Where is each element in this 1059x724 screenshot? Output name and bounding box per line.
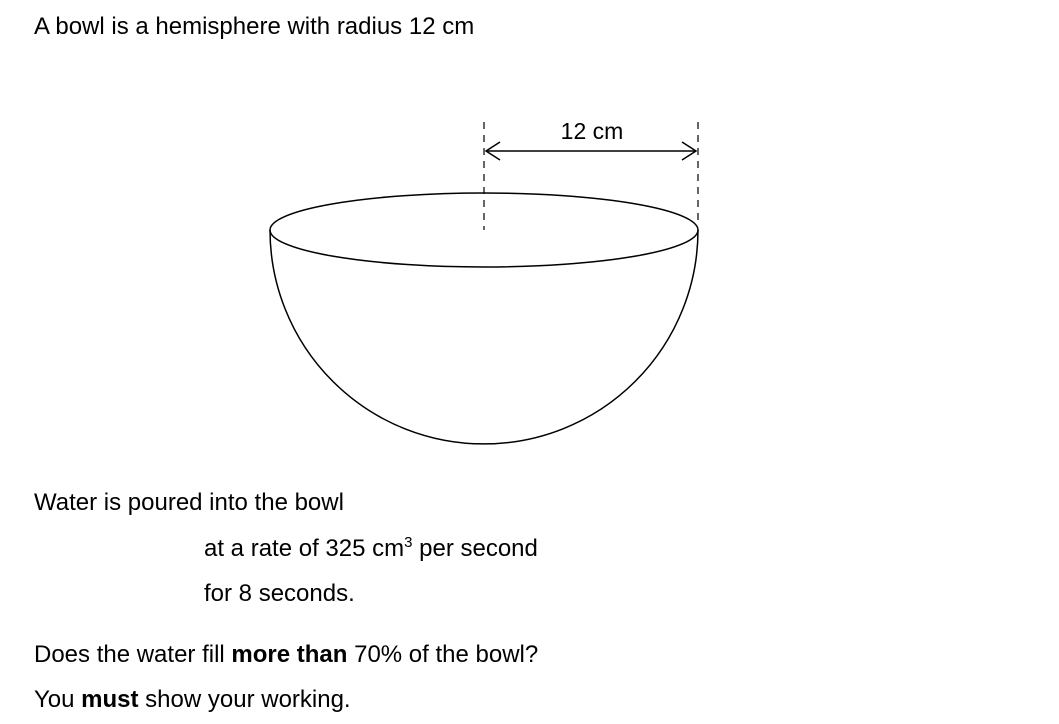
bowl-body [270,230,698,444]
problem-intro [34,13,474,41]
rate-prefix: at a rate of 325 cm [204,535,405,562]
question-before: Does the water fill [34,641,232,668]
radius-arrow-left-head [486,142,500,160]
pour-duration [204,580,355,608]
intro-text: A bowl is a hemisphere with radius 12 cm [34,13,475,40]
question-after: 70% of the bowl? [347,641,539,668]
pour-rate [204,535,538,566]
water-intro-text: Water is poured into the bowl [34,489,344,516]
instruction-before: You [34,686,82,713]
radius-arrow-right-head [682,142,696,160]
instruction [34,686,351,714]
instruction-after: show your working. [138,686,351,713]
question [34,641,538,669]
rate-exponent: 3 [404,534,413,551]
radius-label: 12 cm [560,118,624,144]
water-intro [34,489,344,517]
rate-suffix: per second [412,535,538,562]
question-bold: more than [231,641,348,668]
duration-text: for 8 seconds. [204,580,355,607]
instruction-bold: must [81,686,139,713]
bowl-rim [270,193,698,267]
